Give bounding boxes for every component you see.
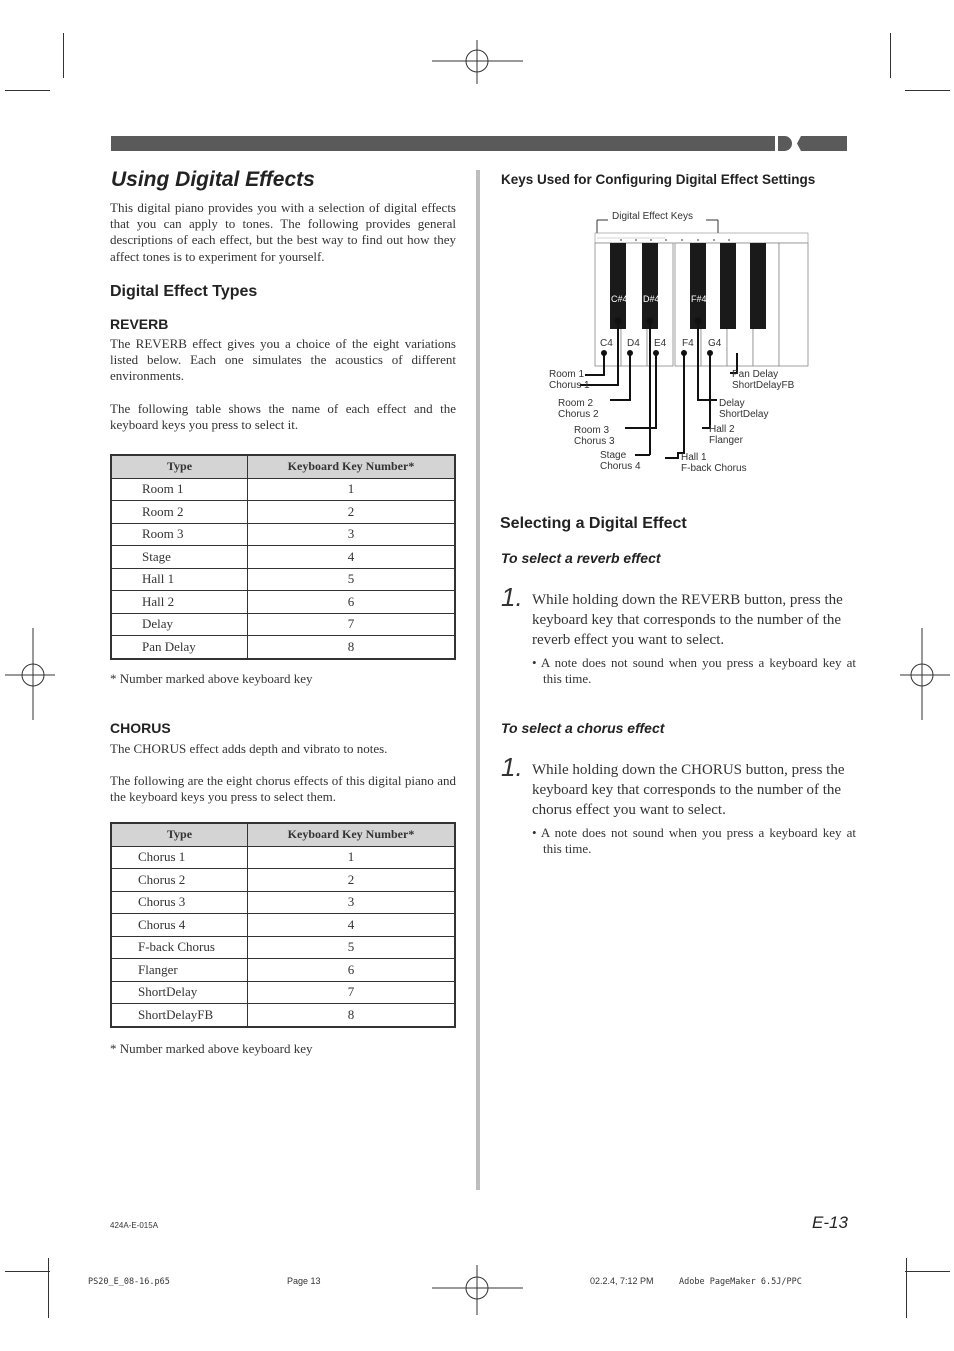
table-header-row (111, 823, 455, 846)
type-cell: Hall 2 (111, 591, 248, 614)
chorus-table (110, 822, 456, 1028)
column-header-type: Type (111, 455, 248, 478)
callout-room1: Room 1 Chorus 1 (549, 369, 590, 391)
key-number-cell: 6 (248, 959, 456, 982)
reverb-subheading: To select a reverb effect (501, 550, 661, 566)
key-label-f-sharp-4: F#4 (691, 294, 707, 304)
key-label-g4: G4 (708, 338, 722, 349)
table-row (111, 914, 455, 937)
reverb-step-text: While holding down the REVERB button, press the keyboard key that corresponds to the number of the reverb effect you want to select. (532, 592, 843, 648)
column-divider (476, 170, 480, 1190)
reverb-step-note: • A note does not sound when you press a keyboard key at this time. (532, 655, 856, 686)
table-row (111, 478, 455, 501)
type-cell: Room 1 (111, 478, 248, 501)
key-number-cell: 2 (248, 869, 456, 892)
table-row (111, 546, 455, 569)
type-cell: ShortDelay (111, 981, 248, 1004)
table-row (111, 636, 455, 659)
callout-room2: Room 2 Chorus 2 (558, 398, 599, 420)
type-cell: Chorus 1 (111, 846, 248, 869)
key-label-f4: F4 (682, 338, 694, 349)
footer-date: 02.2.4, 7:12 PM (590, 1276, 654, 1286)
key-label-c4: C4 (600, 338, 613, 349)
chorus-step-note: • A note does not sound when you press a keyboard key at this time. (532, 825, 856, 856)
type-cell: Pan Delay (111, 636, 248, 659)
footer-page: Page 13 (287, 1276, 321, 1286)
table-row (111, 869, 455, 892)
callout-delay: Delay ShortDelay (719, 398, 769, 420)
footer-filename: PS20_E_08-16.p65 (88, 1277, 170, 1287)
reverb-description: The REVERB effect gives you a choice of the eight variations listed below. Each one simulates the acoustics of different environments. (110, 336, 456, 384)
registration-mark-bottom (430, 1265, 525, 1315)
chorus-step-number: 1. (501, 752, 523, 782)
reverb-heading: REVERB (110, 316, 169, 332)
type-cell: Chorus 2 (111, 869, 248, 892)
type-cell: Stage (111, 546, 248, 569)
type-cell: Room 3 (111, 523, 248, 546)
document-code: 424A-E-015A (110, 1221, 159, 1230)
callout-pan-delay: Pan Delay ShortDelayFB (732, 369, 795, 391)
reverb-footnote: * Number marked above keyboard key (110, 671, 313, 686)
table-row (111, 591, 455, 614)
selecting-heading: Selecting a Digital Effect (500, 515, 687, 532)
column-header-type: Type (111, 823, 248, 846)
key-number-cell: 7 (248, 613, 456, 636)
key-number-cell: 4 (248, 914, 456, 937)
key-label-e4: E4 (654, 338, 667, 349)
table-header-row (111, 455, 455, 478)
chorus-table-intro: The following are the eight chorus effects of this digital piano and the keyboard keys you press to select them. (110, 773, 456, 805)
page-number: E-13 (812, 1213, 848, 1232)
table-row (111, 568, 455, 591)
type-cell: F-back Chorus (111, 936, 248, 959)
table-row (111, 523, 455, 546)
callout-hall1: Hall 1 F-back Chorus (681, 452, 747, 474)
reverb-table (110, 454, 456, 660)
footer-application: Adobe PageMaker 6.5J/PPC (679, 1277, 802, 1287)
key-label-d4: D4 (627, 338, 640, 349)
table-row (111, 501, 455, 524)
key-number-cell: 6 (248, 591, 456, 614)
chorus-description: The CHORUS effect adds depth and vibrato to notes. (110, 741, 388, 756)
column-header-key-number: Keyboard Key Number* (248, 823, 456, 846)
key-label-c-sharp-4: C#4 (611, 294, 628, 304)
type-cell: Chorus 3 (111, 891, 248, 914)
registration-mark-top (430, 40, 525, 85)
key-number-cell: 5 (248, 568, 456, 591)
chorus-subheading: To select a chorus effect (501, 720, 665, 736)
registration-mark-right (900, 628, 950, 720)
key-number-cell: 8 (248, 636, 456, 659)
registration-mark-left (5, 628, 55, 720)
type-cell: Flanger (111, 959, 248, 982)
keys-heading: Keys Used for Configuring Digital Effect Settings (501, 172, 816, 187)
key-number-cell: 4 (248, 546, 456, 569)
chorus-step-text: While holding down the CHORUS button, press the keyboard key that corresponds to the number of the chorus effect you want to select. (532, 762, 845, 818)
key-number-cell: 3 (248, 891, 456, 914)
key-number-cell: 7 (248, 981, 456, 1004)
header-tab-1 (778, 136, 792, 151)
table-row (111, 959, 455, 982)
type-cell: Room 2 (111, 501, 248, 524)
callout-hall2: Hall 2 Flanger (709, 424, 743, 446)
key-number-cell: 1 (248, 846, 456, 869)
type-cell: ShortDelayFB (111, 1004, 248, 1027)
chorus-heading: CHORUS (110, 720, 171, 736)
header-tab-2 (797, 136, 847, 151)
reverb-table-intro: The following table shows the name of each effect and the keyboard keys you press to select it. (110, 401, 456, 433)
header-bar (111, 136, 775, 151)
intro-text: This digital piano provides you with a selection of digital effects that you can apply to tones. The following provides general descriptions of each effect, but the best way to find out how they affect tones is to experiment for yourself. (110, 200, 456, 264)
callout-room3: Room 3 Chorus 3 (574, 425, 615, 447)
key-label-d-sharp-4: D#4 (643, 294, 660, 304)
type-cell: Hall 1 (111, 568, 248, 591)
table-row (111, 981, 455, 1004)
column-header-key-number: Keyboard Key Number* (248, 455, 456, 478)
table-row (111, 846, 455, 869)
key-number-cell: 2 (248, 501, 456, 524)
page-title: Using Digital Effects (111, 168, 315, 191)
table-row (111, 613, 455, 636)
digital-effect-keys-label: Digital Effect Keys (612, 211, 693, 222)
table-row (111, 1004, 455, 1027)
table-row (111, 936, 455, 959)
type-cell: Delay (111, 613, 248, 636)
key-number-cell: 5 (248, 936, 456, 959)
chorus-footnote: * Number marked above keyboard key (110, 1041, 313, 1056)
key-number-cell: 1 (248, 478, 456, 501)
key-number-cell: 8 (248, 1004, 456, 1027)
callout-stage: Stage Chorus 4 (600, 450, 641, 472)
reverb-step-number: 1. (501, 582, 523, 612)
type-cell: Chorus 4 (111, 914, 248, 937)
table-row (111, 891, 455, 914)
types-heading: Digital Effect Types (110, 283, 258, 300)
key-number-cell: 3 (248, 523, 456, 546)
